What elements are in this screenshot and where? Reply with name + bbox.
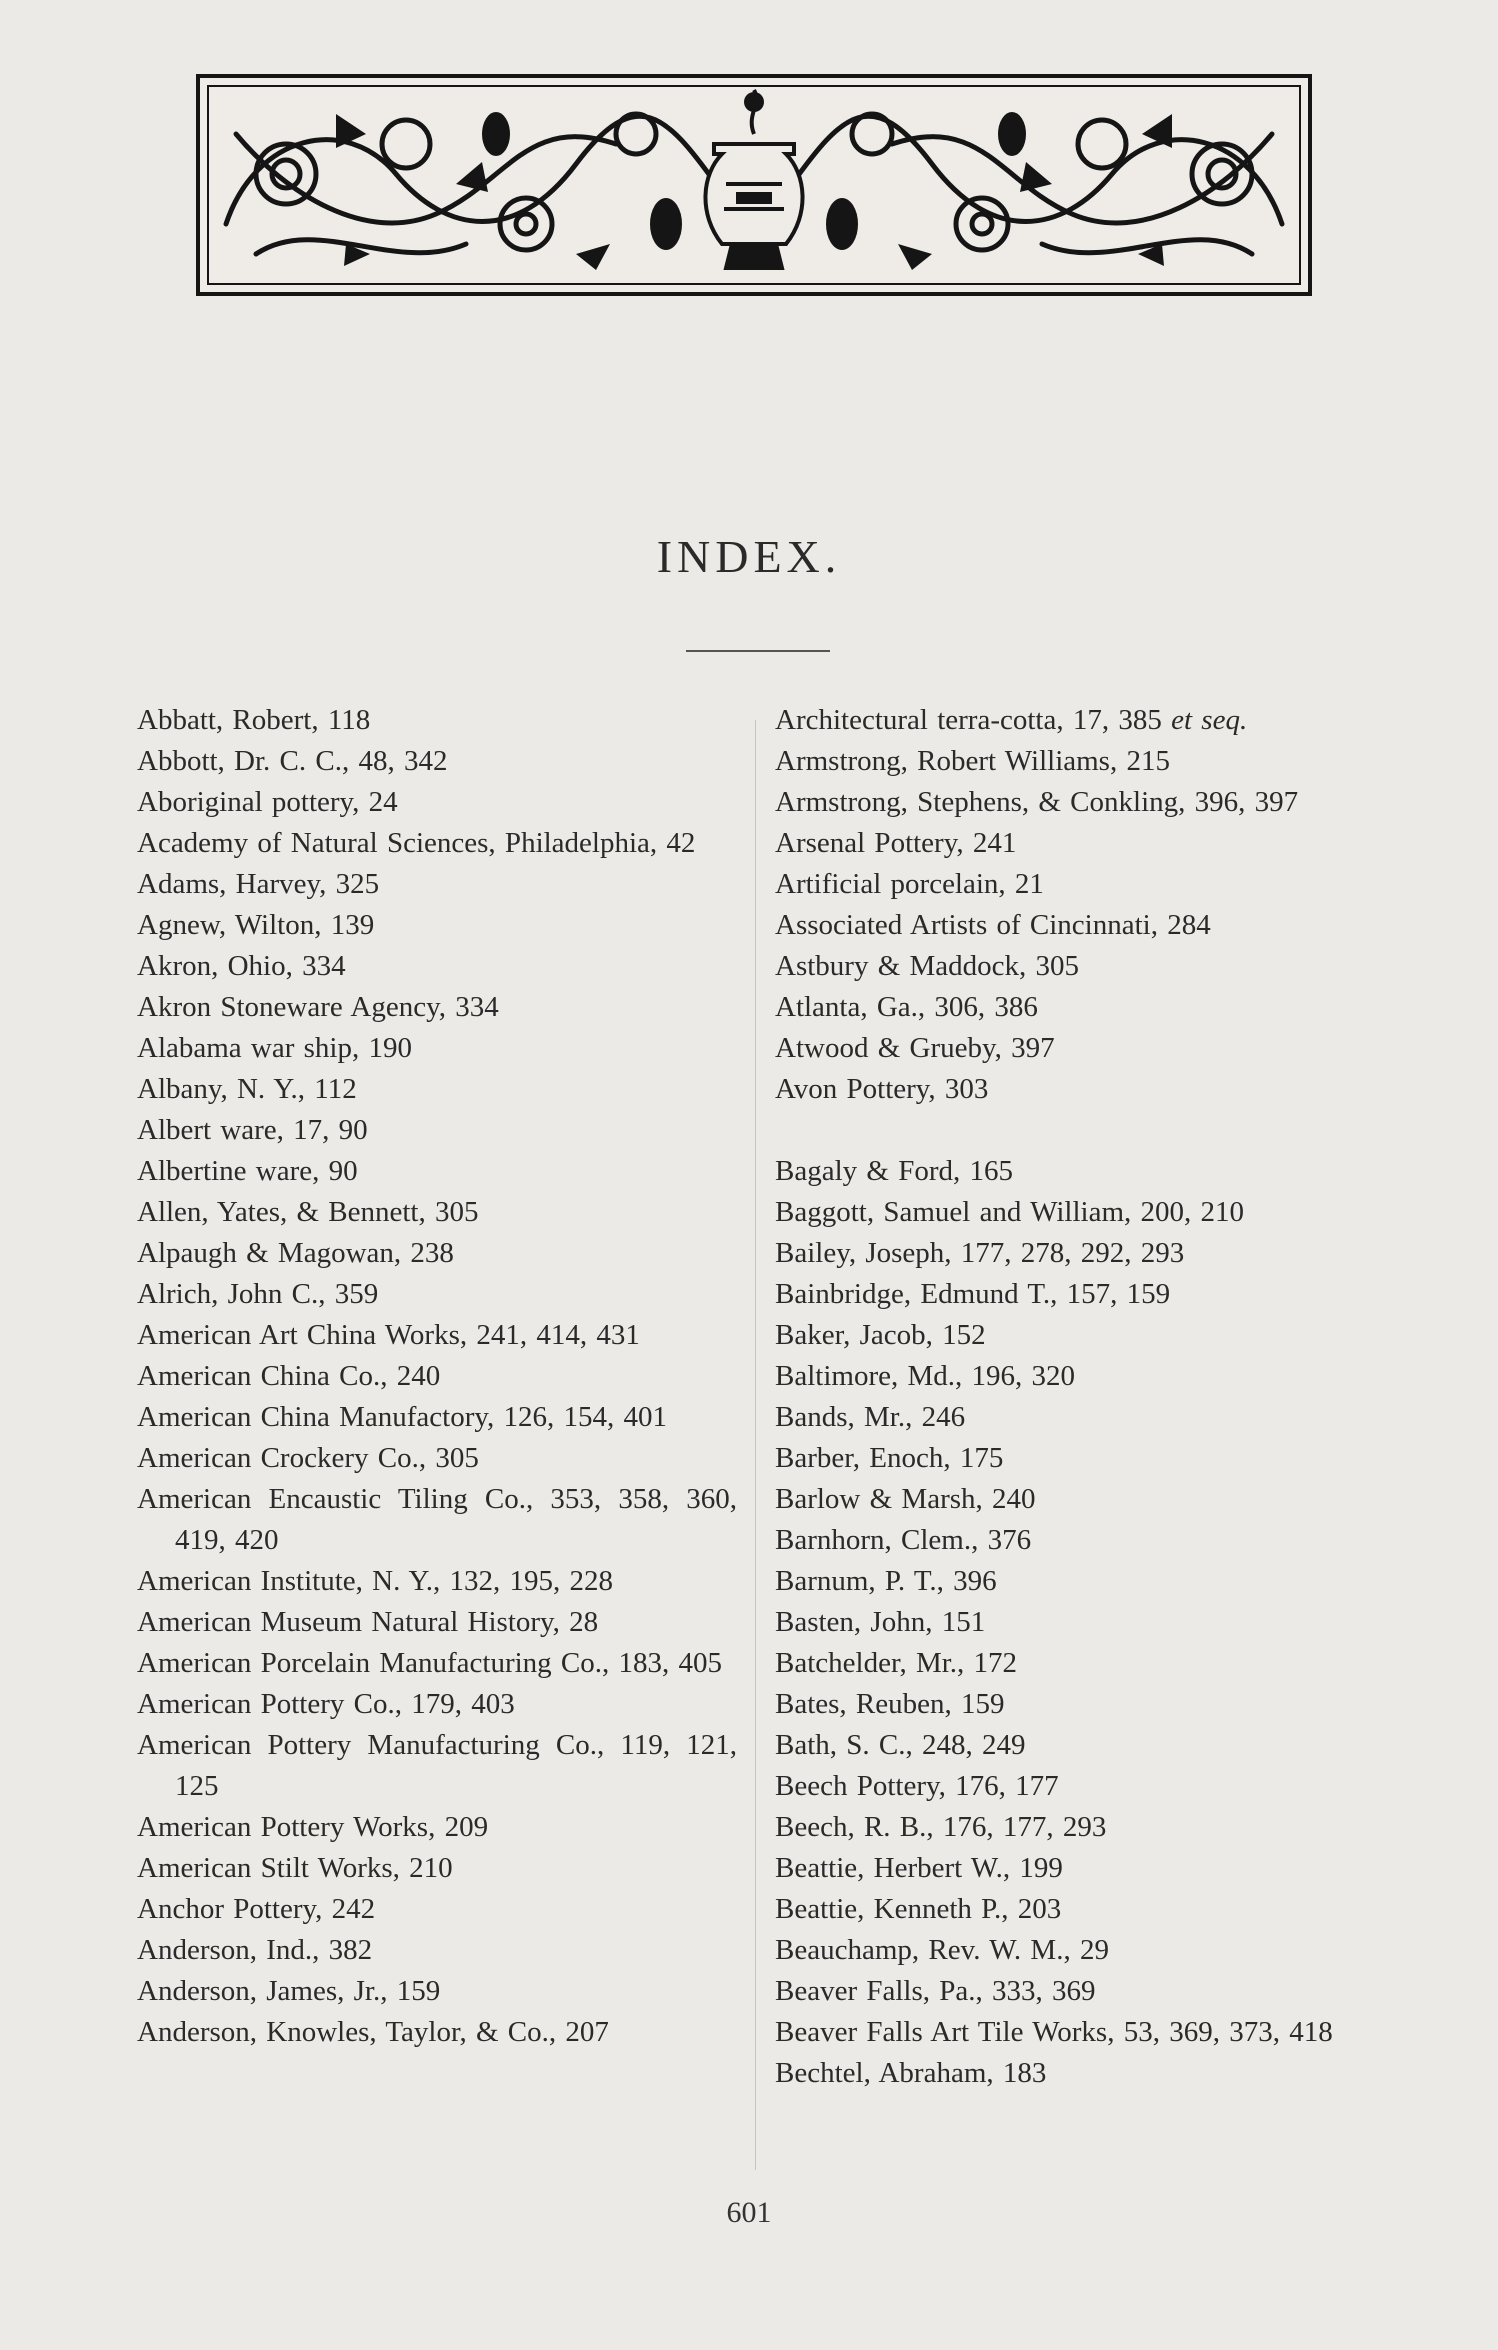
index-entry: Beaver Falls, Pa., 333, 369	[775, 1975, 1096, 2007]
index-entry: Adams, Harvey, 325	[137, 868, 380, 900]
index-entry: American Encaustic Tiling Co., 353, 358, 360, 419, 420	[137, 1483, 737, 1556]
index-entry: Bainbridge, Edmund T., 157, 159	[775, 1278, 1171, 1310]
index-entry: Abbatt, Robert, 118	[137, 704, 371, 736]
index-entry: American Stilt Works, 210	[137, 1852, 453, 1884]
index-entry: Anderson, Ind., 382	[137, 1934, 373, 1966]
index-entry: Barnhorn, Clem., 376	[775, 1524, 1032, 1556]
index-entry: Aboriginal pottery, 24	[137, 786, 398, 818]
index-column-left	[137, 700, 737, 2053]
page-number: 601	[726, 2196, 772, 2229]
index-entry: Beech Pottery, 176, 177	[775, 1770, 1059, 1802]
index-entry: Beech, R. B., 176, 177, 293	[775, 1811, 1107, 1843]
index-entry: Allen, Yates, & Bennett, 305	[137, 1196, 479, 1228]
index-entry: Barlow & Marsh, 240	[775, 1483, 1036, 1515]
index-entry: Bailey, Joseph, 177, 278, 292, 293	[775, 1237, 1185, 1269]
index-entry-text: Architectural terra-cotta, 17, 385	[775, 704, 1172, 736]
index-entry: Atwood & Grueby, 397	[775, 1032, 1055, 1064]
index-entry: Anchor Pottery, 242	[137, 1893, 376, 1925]
index-entry: American China Manufactory, 126, 154, 401	[137, 1401, 667, 1433]
index-entry: Bagaly & Ford, 165	[775, 1155, 1013, 1187]
index-entry: Baker, Jacob, 152	[775, 1319, 986, 1351]
index-entry: American Porcelain Manufacturing Co., 183, 405	[137, 1647, 723, 1679]
index-entry: American Pottery Co., 179, 403	[137, 1688, 515, 1720]
index-entry: American Institute, N. Y., 132, 195, 228	[137, 1565, 613, 1597]
index-entry: Alrich, John C., 359	[137, 1278, 379, 1310]
index-entry: Albert ware, 17, 90	[137, 1114, 368, 1146]
index-entry: Basten, John, 151	[775, 1606, 986, 1638]
index-entry: Beauchamp, Rev. W. M., 29	[775, 1934, 1109, 1966]
index-entry: Beattie, Herbert W., 199	[775, 1852, 1063, 1884]
index-entry: Artificial porcelain, 21	[775, 868, 1044, 900]
index-entry-italic: et seq.	[1171, 704, 1248, 736]
index-entry: Armstrong, Robert Williams, 215	[775, 745, 1170, 777]
index-entry: American China Co., 240	[137, 1360, 441, 1392]
index-entry: Barnum, P. T., 396	[775, 1565, 997, 1597]
index-entry: Agnew, Wilton, 139	[137, 909, 375, 941]
title-rule	[686, 650, 830, 652]
index-entry	[775, 700, 1367, 741]
index-entry: Batchelder, Mr., 172	[775, 1647, 1018, 1679]
index-entry: Abbott, Dr. C. C., 48, 342	[137, 745, 448, 777]
index-entry: Associated Artists of Cincinnati, 284	[775, 909, 1211, 941]
index-entry: Barber, Enoch, 175	[775, 1442, 1004, 1474]
index-entry: Anderson, James, Jr., 159	[137, 1975, 441, 2007]
index-entry: Armstrong, Stephens, & Conkling, 396, 397	[775, 786, 1299, 818]
index-entry: Atlanta, Ga., 306, 386	[775, 991, 1038, 1023]
index-column-right	[775, 700, 1367, 2094]
index-entry: Arsenal Pottery, 241	[775, 827, 1017, 859]
page-title: INDEX.	[656, 531, 842, 582]
index-entry: Bath, S. C., 248, 249	[775, 1729, 1026, 1761]
index-entry: Bands, Mr., 246	[775, 1401, 966, 1433]
index-entry: Avon Pottery, 303	[775, 1073, 989, 1105]
index-entry: Anderson, Knowles, Taylor, & Co., 207	[137, 2016, 609, 2048]
column-divider	[755, 720, 756, 2170]
index-entry: Albany, N. Y., 112	[137, 1073, 357, 1105]
ornamental-header-icon	[196, 74, 1312, 296]
index-entry: Alabama war ship, 190	[137, 1032, 412, 1064]
index-entry: Baggott, Samuel and William, 200, 210	[775, 1196, 1245, 1228]
index-entry: Bechtel, Abraham, 183	[775, 2057, 1047, 2089]
index-entry: Beaver Falls Art Tile Works, 53, 369, 373, 418	[775, 2016, 1333, 2048]
index-entry: Akron Stoneware Agency, 334	[137, 991, 499, 1023]
index-entry: Albertine ware, 90	[137, 1155, 358, 1187]
index-entry: American Crockery Co., 305	[137, 1442, 479, 1474]
index-entry: American Pottery Works, 209	[137, 1811, 489, 1843]
index-entry: Bates, Reuben, 159	[775, 1688, 1005, 1720]
index-entry: American Art China Works, 241, 414, 431	[137, 1319, 640, 1351]
index-entry: American Museum Natural History, 28	[137, 1606, 599, 1638]
index-entry: Akron, Ohio, 334	[137, 950, 346, 982]
index-entry: American Pottery Manufacturing Co., 119, 121, 125	[137, 1729, 737, 1802]
index-entry: Academy of Natural Sciences, Philadelphia, 42	[137, 827, 696, 859]
index-entry: Beattie, Kenneth P., 203	[775, 1893, 1062, 1925]
index-entry: Alpaugh & Magowan, 238	[137, 1237, 454, 1269]
index-entry: Astbury & Maddock, 305	[775, 950, 1080, 982]
index-entry: Baltimore, Md., 196, 320	[775, 1360, 1076, 1392]
